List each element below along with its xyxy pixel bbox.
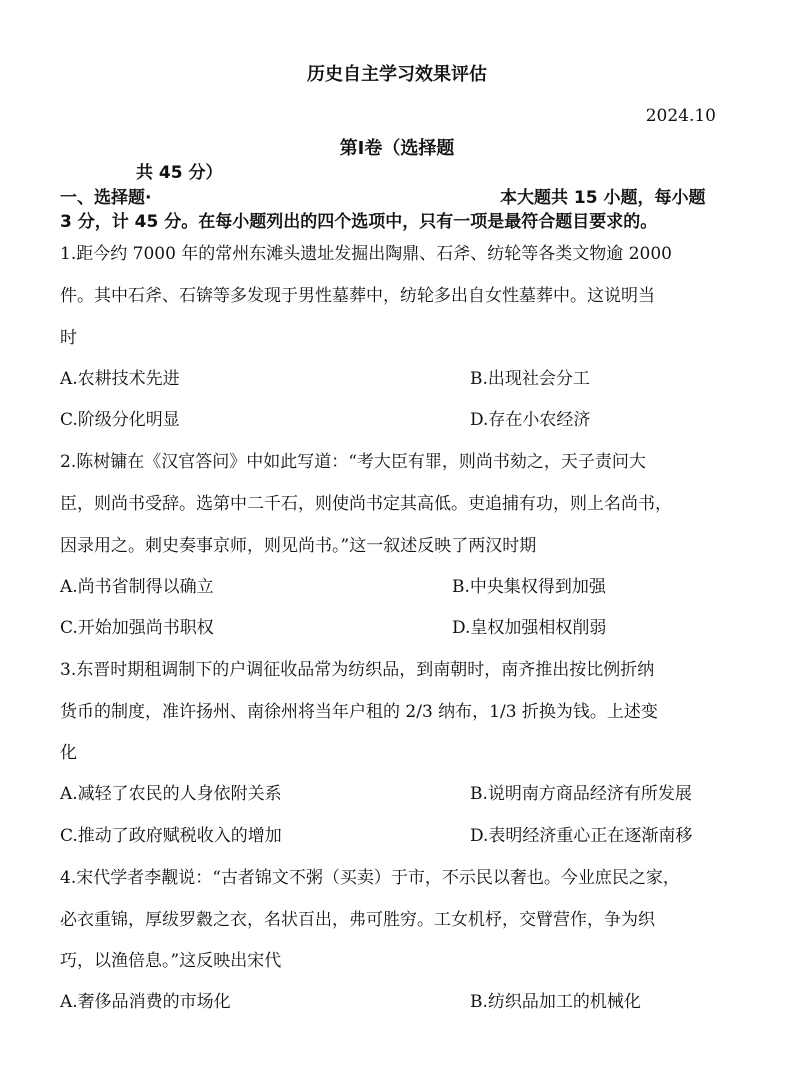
question-4-option-a: A.奢侈品消费的市场化	[60, 992, 231, 1012]
question-3-option-a: A.减轻了农民的人身依附关系	[60, 784, 282, 804]
exam-date: 2024.10	[645, 106, 716, 126]
part-description: 本大题共 15 小题，每小题	[500, 188, 706, 208]
question-3-option-b: B.说明南方商品经济有所发展	[470, 784, 692, 804]
question-2-option-d: D.皇权加强相权削弱	[452, 618, 607, 638]
question-1-option-a: A.农耕技术先进	[60, 369, 180, 389]
question-1-line-1: 1.距今约 7000 年的常州东滩头遗址发掘出陶鼎、石斧、纺轮等各类文物逾 2000	[60, 244, 672, 264]
question-2-option-b: B.中央集权得到加强	[452, 577, 606, 597]
section-title: 第Ⅰ卷（选择题	[339, 138, 455, 159]
question-4-line-1: 4.宋代学者李觏说：“古者锦文不粥（买卖）于市，不示民以奢也。今业庶民之家，	[60, 868, 680, 888]
page-title: 历史自主学习效果评估	[307, 64, 487, 85]
question-3-option-d: D.表明经济重心正在逐渐南移	[470, 826, 693, 846]
question-2-line-3: 因录用之。刺史奏事京师，则见尚书。”这一叙述反映了两汉时期	[60, 536, 537, 556]
section-score: 共 45 分）	[136, 163, 223, 183]
question-1-option-c: C.阶级分化明显	[60, 410, 180, 430]
question-2-option-a: A.尚书省制得以确立	[60, 577, 214, 597]
question-1-option-b: B.出现社会分工	[470, 369, 590, 389]
question-4-option-b: B.纺织品加工的机械化	[470, 992, 641, 1012]
question-2-line-2: 臣，则尚书受辞。选第中二千石，则使尚书定其高低。吏追捕有功，则上名尚书，	[60, 494, 672, 514]
question-3-line-3: 化	[60, 743, 77, 763]
question-3-option-c: C.推动了政府赋税收入的增加	[60, 826, 282, 846]
question-3-line-1: 3.东晋时期租调制下的户调征收品常为纺织品，到南朝时，南齐推出按比例折纳	[60, 660, 655, 680]
part-label: 一、选择题·	[60, 188, 152, 208]
question-1-line-2: 件。其中石斧、石锛等多发现于男性墓葬中，纺轮多出自女性墓葬中。这说明当	[60, 286, 655, 306]
question-1-option-d: D.存在小农经济	[470, 410, 591, 430]
question-3-line-2: 货币的制度，准许扬州、南徐州将当年户租的 2/3 纳布，1/3 折换为钱。上述变	[60, 702, 658, 722]
question-2-line-1: 2.陈树镛在《汉官答问》中如此写道：“考大臣有罪，则尚书劾之，天子责问大	[60, 452, 646, 472]
question-4-line-3: 巧，以渔倍息。”这反映出宋代	[60, 951, 282, 971]
question-1-line-3: 时	[60, 328, 77, 348]
question-2-option-c: C.开始加强尚书职权	[60, 618, 214, 638]
question-4-line-2: 必衣重锦，厚绂罗縠之衣，名状百出，弗可胜穷。工女机杼，交臂营作，争为织	[60, 910, 655, 930]
part-description-line2: 3 分，计 45 分。在每小题列出的四个选项中，只有一项是最符合题目要求的。	[60, 212, 658, 232]
